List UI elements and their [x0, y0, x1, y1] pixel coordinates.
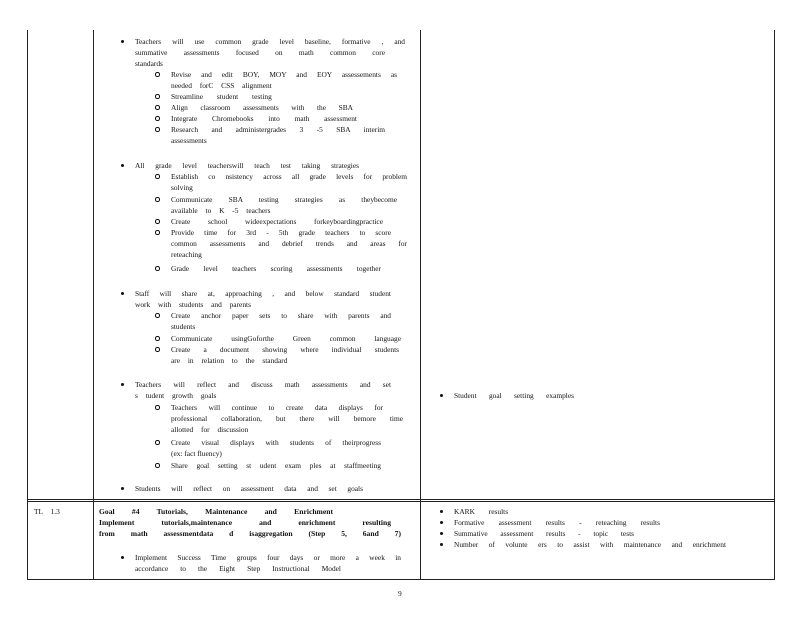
sub-bullet-text-line: Create a document showing where individual students — [171, 345, 399, 354]
evidence-bullet-marker — [440, 521, 443, 524]
sub-bullet-marker — [155, 72, 160, 77]
bullet-text-line: standards — [135, 59, 163, 68]
sub-bullet-marker — [155, 116, 160, 121]
bullet-text-line: Teachers will use common grade level baseline, formative , and — [135, 37, 405, 46]
evidence-bullet-marker — [440, 532, 443, 535]
sub-bullet-marker — [155, 94, 160, 99]
evidence-text: Formative assessment results - reteaching results — [454, 518, 660, 527]
bullet-text-line: Implement Success Time groups four days or more a week in — [135, 553, 401, 562]
goal-line: from math assessmentdata d isaggregation (Step 5, 6and 7) — [99, 529, 401, 538]
sub-bullet-marker — [155, 105, 160, 110]
sub-bullet-text-line: Communicate SBA testing strategies as theybecome — [171, 195, 397, 204]
sub-bullet-marker — [155, 440, 160, 445]
sub-bullet-marker — [155, 219, 160, 224]
sub-bullet-text-line: Integrate Chromebooks into math assessment — [171, 114, 357, 123]
bullet-text-line: s tudent growth goals — [135, 391, 217, 400]
bullet-text-line: Staff will share at, approaching , and below standard student — [135, 289, 391, 298]
sub-bullet-text-line: available to K -5 teachers — [171, 206, 271, 215]
sub-bullet-text-line: Create visual displays with students of theirprogress — [171, 438, 381, 447]
bullet-text-line: Students will reflect on assessment data and set goals — [135, 484, 363, 493]
evidence-text: Number of volunte ers to assist with maintenance and enrichment — [454, 540, 726, 549]
sub-bullet-text-line: allotted for discussion — [171, 425, 249, 434]
evidence-text: Student goal setting examples — [454, 391, 574, 400]
sub-bullet-marker — [155, 197, 160, 202]
bullet-text-line: work with students and parents — [135, 300, 251, 309]
sub-bullet-text-line: Revise and edit BOY, MOY and EOY assessements as — [171, 70, 397, 79]
sub-bullet-text-line: Align classroom assessments with the SBA — [171, 103, 353, 112]
sub-bullet-text-line: Teachers will continue to create data displays for — [171, 403, 383, 412]
evidence-bullet-marker — [440, 394, 443, 397]
sub-bullet-text-line: reteaching — [171, 250, 202, 259]
evidence-text: KARK results — [454, 507, 509, 516]
evidence-text: Summative assessment results - topic tests — [454, 529, 634, 538]
sub-bullet-text-line: (ex: fact fluency) — [171, 449, 222, 458]
bullet-marker — [121, 556, 124, 559]
table-row-divider — [27, 499, 775, 500]
goal-title: Goal #4 Tutorials, Maintenance and Enrichment — [99, 507, 333, 516]
sub-bullet-text-line: Share goal setting st udent exam ples at staffmeeting — [171, 461, 381, 470]
sub-bullet-text-line: professional collaboration, but there will bemore time — [171, 414, 403, 423]
sub-bullet-marker — [155, 127, 160, 132]
tl-code: TL 1.3 — [34, 507, 60, 516]
sub-bullet-text-line: Streamline student testing — [171, 92, 272, 101]
bullet-marker — [121, 383, 124, 386]
sub-bullet-marker — [155, 174, 160, 179]
table-right-border — [774, 30, 775, 580]
sub-bullet-text-line: Create school wideexpectations forkeyboardingpractice — [171, 217, 383, 226]
sub-bullet-text-line: needed forC CSS alignment — [171, 81, 272, 90]
bullet-text-line: All grade level teacherswill teach test taking strategies — [135, 161, 359, 170]
sub-bullet-marker — [155, 405, 160, 410]
evidence-bullet-marker — [440, 510, 443, 513]
sub-bullet-text-line: Create anchor paper sets to share with parents and — [171, 311, 391, 320]
table-bottom-border — [27, 579, 775, 580]
sub-bullet-marker — [155, 336, 160, 341]
sub-bullet-text-line: students — [171, 322, 196, 331]
bullet-marker — [121, 487, 124, 490]
sub-bullet-text-line: Provide time for 3rd - 5th grade teachers to score — [171, 228, 391, 237]
sub-bullet-text-line: are in relation to the standard — [171, 356, 288, 365]
sub-bullet-text-line: common assessments and debrief trends and areas for — [171, 239, 407, 248]
bullet-text-line: Teachers will reflect and discuss math assessments and set — [135, 380, 391, 389]
table-col-divider-2 — [420, 30, 421, 580]
goal-line: Implement tutorials,maintenance and enrichment resulting — [99, 518, 391, 527]
sub-bullet-text-line: Grade level teachers scoring assessments together — [171, 264, 381, 273]
sub-bullet-marker — [155, 347, 160, 352]
sub-bullet-marker — [155, 266, 160, 271]
bullet-marker — [121, 164, 124, 167]
sub-bullet-text-line: Communicate usingGoforthe Green common language — [171, 334, 401, 343]
sub-bullet-text-line: Research and administergrades 3 -5 SBA interim — [171, 125, 385, 134]
sub-bullet-marker — [155, 313, 160, 318]
sub-bullet-marker — [155, 463, 160, 468]
table-row-divider-2 — [27, 501, 775, 502]
sub-bullet-marker — [155, 230, 160, 235]
bullet-marker — [121, 40, 124, 43]
table-col-divider-1 — [93, 30, 94, 580]
evidence-bullet-marker — [440, 543, 443, 546]
bullet-marker — [121, 292, 124, 295]
page-number: 9 — [398, 589, 402, 598]
bullet-text-line: summative assessments focused on math common core — [135, 48, 385, 57]
sub-bullet-text-line: Establish co nsistency across all grade levels for problem — [171, 172, 407, 181]
sub-bullet-text-line: solving — [171, 183, 193, 192]
sub-bullet-text-line: assessments — [171, 136, 207, 145]
bullet-text-line: accordance to the Eight Step Instructional Model — [135, 564, 341, 573]
table-left-border — [27, 30, 28, 580]
